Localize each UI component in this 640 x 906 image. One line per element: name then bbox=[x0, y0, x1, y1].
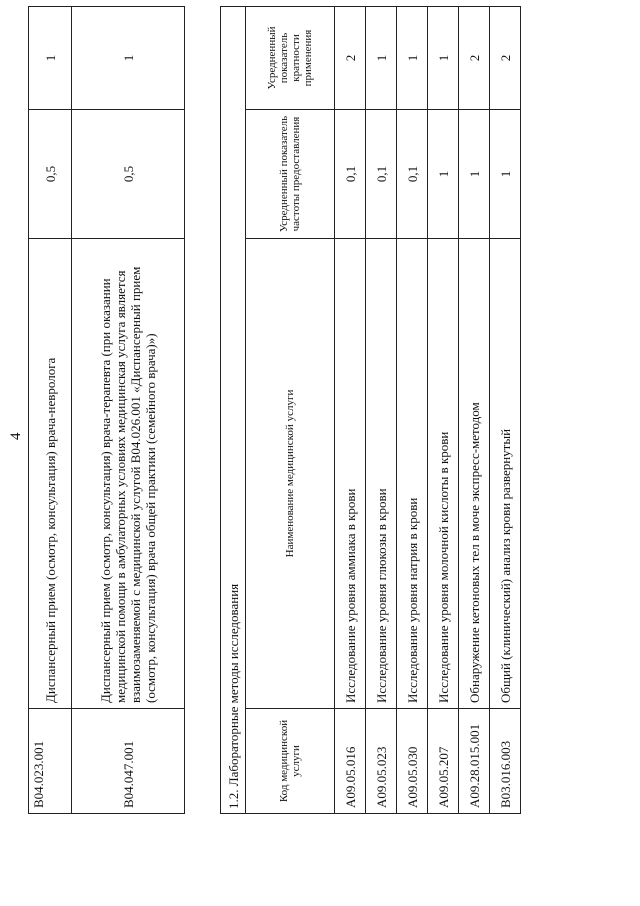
multiplicity-value: 2 bbox=[335, 7, 366, 110]
table-row bbox=[459, 7, 490, 814]
page-number: 4 bbox=[8, 432, 24, 440]
service-name: Диспансерный прием (осмотр, консультация) врача-терапевта (при оказании медицинской помощи в амбулаторных условиях медицинская услуга является взаимозаменяемой с медицинской услугой B04.026.001 «Диспансерный прием (осмотр, консультация) врача общей практики (семейного врача)») bbox=[72, 239, 185, 709]
table-row bbox=[397, 7, 428, 814]
service-name: Общий (клинический) анализ крови развернутый bbox=[490, 239, 521, 709]
multiplicity-value: 1 bbox=[366, 7, 397, 110]
service-code: A09.05.023 bbox=[366, 709, 397, 814]
service-name: Диспансерный прием (осмотр, консультация) врача-невролога bbox=[29, 239, 72, 709]
table-row bbox=[366, 7, 397, 814]
services-table-continued bbox=[28, 6, 185, 814]
table-row bbox=[428, 7, 459, 814]
service-code: A09.05.030 bbox=[397, 709, 428, 814]
service-name: Исследование уровня аммиака в крови bbox=[335, 239, 366, 709]
service-name: Исследование уровня молочной кислоты в крови bbox=[428, 239, 459, 709]
lab-methods-table bbox=[220, 6, 521, 814]
table-row bbox=[72, 7, 185, 814]
frequency-value: 1 bbox=[490, 110, 521, 239]
header-row bbox=[246, 7, 335, 814]
section-title: 1.2. Лабораторные методы исследования bbox=[221, 7, 246, 814]
service-code: A09.28.015.001 bbox=[459, 709, 490, 814]
service-code: B04.047.001 bbox=[72, 709, 185, 814]
frequency-value: 0,5 bbox=[29, 110, 72, 239]
multiplicity-value: 1 bbox=[29, 7, 72, 110]
header-frequency: Усредненный показатель частоты предоставления bbox=[246, 110, 335, 239]
header-code: Код медицинской услуги bbox=[246, 709, 335, 814]
service-code: A09.05.207 bbox=[428, 709, 459, 814]
multiplicity-value: 1 bbox=[428, 7, 459, 110]
frequency-value: 1 bbox=[428, 110, 459, 239]
section-title-row bbox=[221, 7, 246, 814]
service-code: B04.023.001 bbox=[29, 709, 72, 814]
service-name: Обнаружение кетоновых тел в моче экспресс-методом bbox=[459, 239, 490, 709]
table-row bbox=[29, 7, 72, 814]
multiplicity-value: 1 bbox=[72, 7, 185, 110]
frequency-value: 0,1 bbox=[335, 110, 366, 239]
service-name: Исследование уровня глюкозы в крови bbox=[366, 239, 397, 709]
multiplicity-value: 2 bbox=[459, 7, 490, 110]
table-row bbox=[335, 7, 366, 814]
header-name: Наименование медицинской услуги bbox=[246, 239, 335, 709]
frequency-value: 1 bbox=[459, 110, 490, 239]
service-code: A09.05.016 bbox=[335, 709, 366, 814]
header-multiplicity: Усредненный показатель кратности применения bbox=[246, 7, 335, 110]
table-row bbox=[490, 7, 521, 814]
service-code: B03.016.003 bbox=[490, 709, 521, 814]
frequency-value: 0,1 bbox=[397, 110, 428, 239]
frequency-value: 0,1 bbox=[366, 110, 397, 239]
frequency-value: 0,5 bbox=[72, 110, 185, 239]
multiplicity-value: 2 bbox=[490, 7, 521, 110]
multiplicity-value: 1 bbox=[397, 7, 428, 110]
service-name: Исследование уровня натрия в крови bbox=[397, 239, 428, 709]
